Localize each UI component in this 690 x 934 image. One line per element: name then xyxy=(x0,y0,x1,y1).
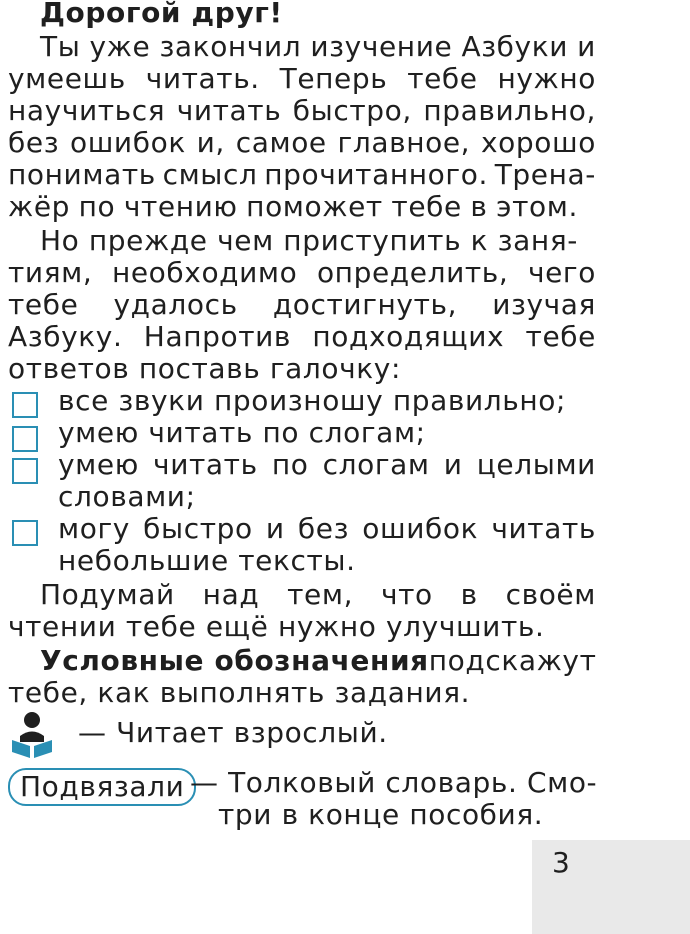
word: по xyxy=(271,448,309,481)
paragraph-1-line-5 xyxy=(8,158,596,191)
paragraph-2-line-2 xyxy=(8,256,596,289)
word: понимать xyxy=(8,158,156,191)
word: Ты xyxy=(40,30,81,63)
line-text: ответов поставь галочку: xyxy=(8,352,401,385)
legend-intro-line-1 xyxy=(40,644,596,677)
word: слогам xyxy=(322,448,430,481)
word: изучение xyxy=(310,30,453,63)
paragraph-1-line-1 xyxy=(40,30,596,63)
word: в xyxy=(470,190,488,223)
word: необходимо xyxy=(111,256,298,289)
line-text xyxy=(58,512,596,545)
word: правильно, xyxy=(423,94,596,127)
word: тем, xyxy=(287,578,354,611)
word: могу xyxy=(58,512,130,545)
checkbox-4[interactable] xyxy=(12,520,38,546)
line-text xyxy=(40,30,596,63)
word: изучая xyxy=(492,288,596,321)
word: главное, xyxy=(337,126,471,159)
paragraph-2-line-4 xyxy=(8,320,596,353)
paragraph-1-line-4 xyxy=(8,126,596,159)
word: чего xyxy=(527,256,596,289)
line-text xyxy=(8,320,596,353)
word: прочитанного. xyxy=(264,158,488,191)
word: читать. xyxy=(145,62,260,95)
line-text xyxy=(40,578,596,611)
word: тебе xyxy=(525,320,596,353)
word: самое xyxy=(235,126,327,159)
paragraph-2-line-1 xyxy=(40,224,578,257)
word: чтению xyxy=(123,190,238,223)
word: тиям, xyxy=(8,256,93,289)
word: без xyxy=(297,512,350,545)
dictionary-legend-line-2: три в конце пособия. xyxy=(218,798,544,831)
paragraph-1-line-2 xyxy=(8,62,596,95)
word: уже xyxy=(89,30,151,63)
word: ошибок xyxy=(362,512,479,545)
checklist-item-4-line-1 xyxy=(58,512,596,545)
line-text xyxy=(58,448,596,481)
word: нужно xyxy=(497,62,596,95)
word: Теперь xyxy=(279,62,388,95)
line-text xyxy=(8,256,596,289)
word: в xyxy=(460,578,478,611)
word: быстро, xyxy=(292,94,412,127)
word: научиться xyxy=(8,94,166,127)
paragraph-1-line-6 xyxy=(8,190,578,223)
word: своём xyxy=(505,578,596,611)
checklist-item-4-line-2: небольшие тексты. xyxy=(58,544,356,577)
dictionary-word-badge: Подвязали xyxy=(8,768,196,806)
word: хорошо xyxy=(480,126,596,159)
checklist-item-2: умею читать по слогам; xyxy=(58,416,426,449)
line-text: Но прежде чем приступить к заня- xyxy=(40,224,578,257)
word: читать xyxy=(176,94,282,127)
paragraph-3-line-2: чтении тебе ещё нужно улучшить. xyxy=(8,610,545,643)
word: Напротив xyxy=(143,320,292,353)
word: и xyxy=(577,30,596,63)
legend-heading: Условные обозначения xyxy=(40,644,429,677)
word: тебе xyxy=(407,62,478,95)
line-text xyxy=(8,126,596,159)
word: быстро xyxy=(143,512,253,545)
word: подходящих xyxy=(312,320,505,353)
word: ошибок xyxy=(69,126,186,159)
page-title: Дорогой друг! xyxy=(40,0,283,29)
word: читать xyxy=(491,512,596,545)
line-text xyxy=(8,94,596,127)
word: определить, xyxy=(316,256,509,289)
word: Азбуку. xyxy=(8,320,123,353)
word: смысл xyxy=(162,158,258,191)
word: читать xyxy=(153,448,258,481)
word: умеешь xyxy=(8,62,126,95)
paragraph-3-line-1 xyxy=(40,578,596,611)
page-number-tab xyxy=(532,840,690,934)
word: и xyxy=(265,512,285,545)
line-text xyxy=(8,288,596,321)
word: над xyxy=(202,578,260,611)
word: достигнуть, xyxy=(272,288,458,321)
paragraph-1-line-3 xyxy=(8,94,596,127)
paragraph-2-line-5 xyxy=(8,352,401,385)
word: тебе xyxy=(391,190,462,223)
line-text xyxy=(8,190,578,223)
word: Подумай xyxy=(40,578,175,611)
legend-intro-rest: подскажут xyxy=(428,644,597,677)
legend-intro-row xyxy=(40,644,596,677)
legend-intro-line-2: тебе, как выполнять задания. xyxy=(8,676,471,709)
word: по xyxy=(78,190,116,223)
checkbox-1[interactable] xyxy=(12,392,38,418)
word: и xyxy=(443,448,463,481)
word: поможет xyxy=(246,190,383,223)
dictionary-legend-line-1: — Толковый словарь. Смо- xyxy=(190,766,598,799)
word: Трена- xyxy=(494,158,596,191)
word: тебе xyxy=(8,288,79,321)
word: удалось xyxy=(113,288,238,321)
reading-adult-icon xyxy=(8,708,56,760)
word: умею xyxy=(58,448,139,481)
checkbox-3[interactable] xyxy=(12,458,38,484)
checklist-item-3-line-1 xyxy=(58,448,596,481)
checklist-item-1: все звуки произношу правильно; xyxy=(58,384,567,417)
word: что xyxy=(380,578,433,611)
word: без xyxy=(8,126,60,159)
word: этом. xyxy=(496,190,578,223)
word: и, xyxy=(196,126,225,159)
checkbox-2[interactable] xyxy=(12,426,38,452)
word: Азбуки xyxy=(461,30,569,63)
line-text xyxy=(8,62,596,95)
word: закончил xyxy=(159,30,302,63)
word: целыми xyxy=(476,448,596,481)
checklist-item-3-line-2: словами; xyxy=(58,480,196,513)
reader-legend-text: — Читает взрослый. xyxy=(78,716,388,749)
paragraph-2-line-3 xyxy=(8,288,596,321)
page-number: 3 xyxy=(552,846,571,879)
line-text xyxy=(8,158,596,191)
word: жёр xyxy=(8,190,71,223)
